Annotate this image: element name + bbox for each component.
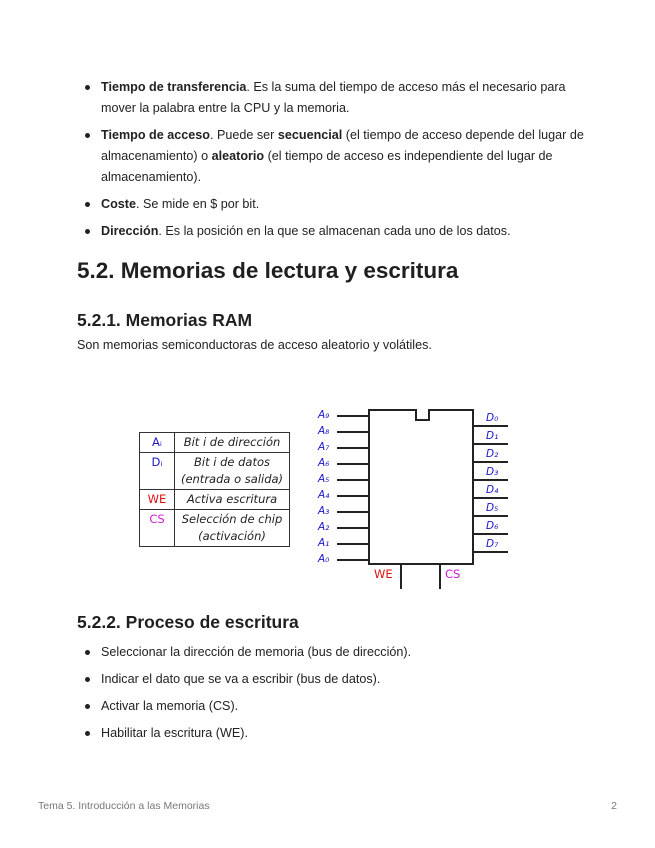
data-pin: D₀: [474, 412, 486, 424]
cs-pin-label: CS: [445, 567, 461, 581]
address-pin: A₆: [318, 457, 329, 469]
list-item: Habilitar la escritura (WE).: [82, 723, 602, 744]
address-pin: A₁: [318, 537, 329, 549]
list-item: Indicar el dato que se va a escribir (bus de datos).: [82, 669, 602, 690]
legend-description: Activa escritura: [175, 490, 290, 510]
address-pin: A₄: [318, 489, 329, 501]
signal-legend-table: [139, 432, 290, 547]
legend-description: Bit i de datos (entrada o salida): [175, 453, 290, 490]
table-row: [140, 510, 290, 547]
subsection-title-ram: 5.2.1. Memorias RAM: [77, 310, 253, 330]
data-pin: D₂: [474, 448, 486, 460]
table-row: [140, 453, 290, 490]
data-pin: D₄: [474, 484, 486, 496]
address-pin: A₈: [318, 425, 329, 437]
chip-body: [368, 409, 474, 565]
legend-symbol: CS: [140, 510, 175, 547]
data-pin: D₆: [474, 520, 486, 532]
cs-pin-line: [439, 565, 441, 589]
ram-description: Son memorias semiconductoras de acceso aleatorio y volátiles.: [77, 338, 432, 352]
list-item: Dirección. Es la posición en la que se almacenan cada uno de los datos.: [82, 221, 602, 242]
footer-title: Tema 5. Introducción a las Memorias: [38, 800, 210, 812]
data-pin: D₇: [474, 538, 486, 550]
legend-description: Bit i de dirección: [175, 433, 290, 453]
we-pin-line: [400, 565, 402, 589]
legend-symbol: Dᵢ: [140, 453, 175, 490]
list-item: Activar la memoria (CS).: [82, 696, 602, 717]
write-steps-list: [82, 642, 602, 750]
legend-symbol: WE: [140, 490, 175, 510]
list-item: Seleccionar la dirección de memoria (bus de dirección).: [82, 642, 602, 663]
data-pin: D₁: [474, 430, 486, 442]
page-number: 2: [611, 800, 617, 812]
ram-chip-diagram: [318, 406, 508, 590]
list-item: Tiempo de transferencia. Es la suma del tiempo de acceso más el necesario para mover la palabra entre la CPU y la memoria.: [82, 77, 602, 119]
legend-description: Selección de chip (activación): [175, 510, 290, 547]
data-pin: D₃: [474, 466, 486, 478]
address-pin: A₉: [318, 409, 329, 421]
address-pin: A₃: [318, 505, 329, 517]
address-pin: A₀: [318, 553, 329, 565]
table-row: [140, 490, 290, 510]
list-item: Tiempo de acceso. Puede ser secuencial (el tiempo de acceso depende del lugar de almacenamiento) o aleatorio (el tiempo de acceso es independiente del lugar de almacenamiento).: [82, 125, 602, 188]
address-pin: A₂: [318, 521, 329, 533]
address-pin: A₅: [318, 473, 329, 485]
list-item: Coste. Se mide en $ por bit.: [82, 194, 602, 215]
chip-notch: [415, 409, 430, 421]
we-pin-label: WE: [374, 567, 393, 581]
legend-symbol: Aᵢ: [140, 433, 175, 453]
table-row: [140, 433, 290, 453]
data-pin: D₅: [474, 502, 486, 514]
properties-list: [82, 77, 602, 248]
subsection-title-write: 5.2.2. Proceso de escritura: [77, 612, 299, 632]
section-title: 5.2. Memorias de lectura y escritura: [77, 258, 459, 283]
address-pin: A₇: [318, 441, 329, 453]
